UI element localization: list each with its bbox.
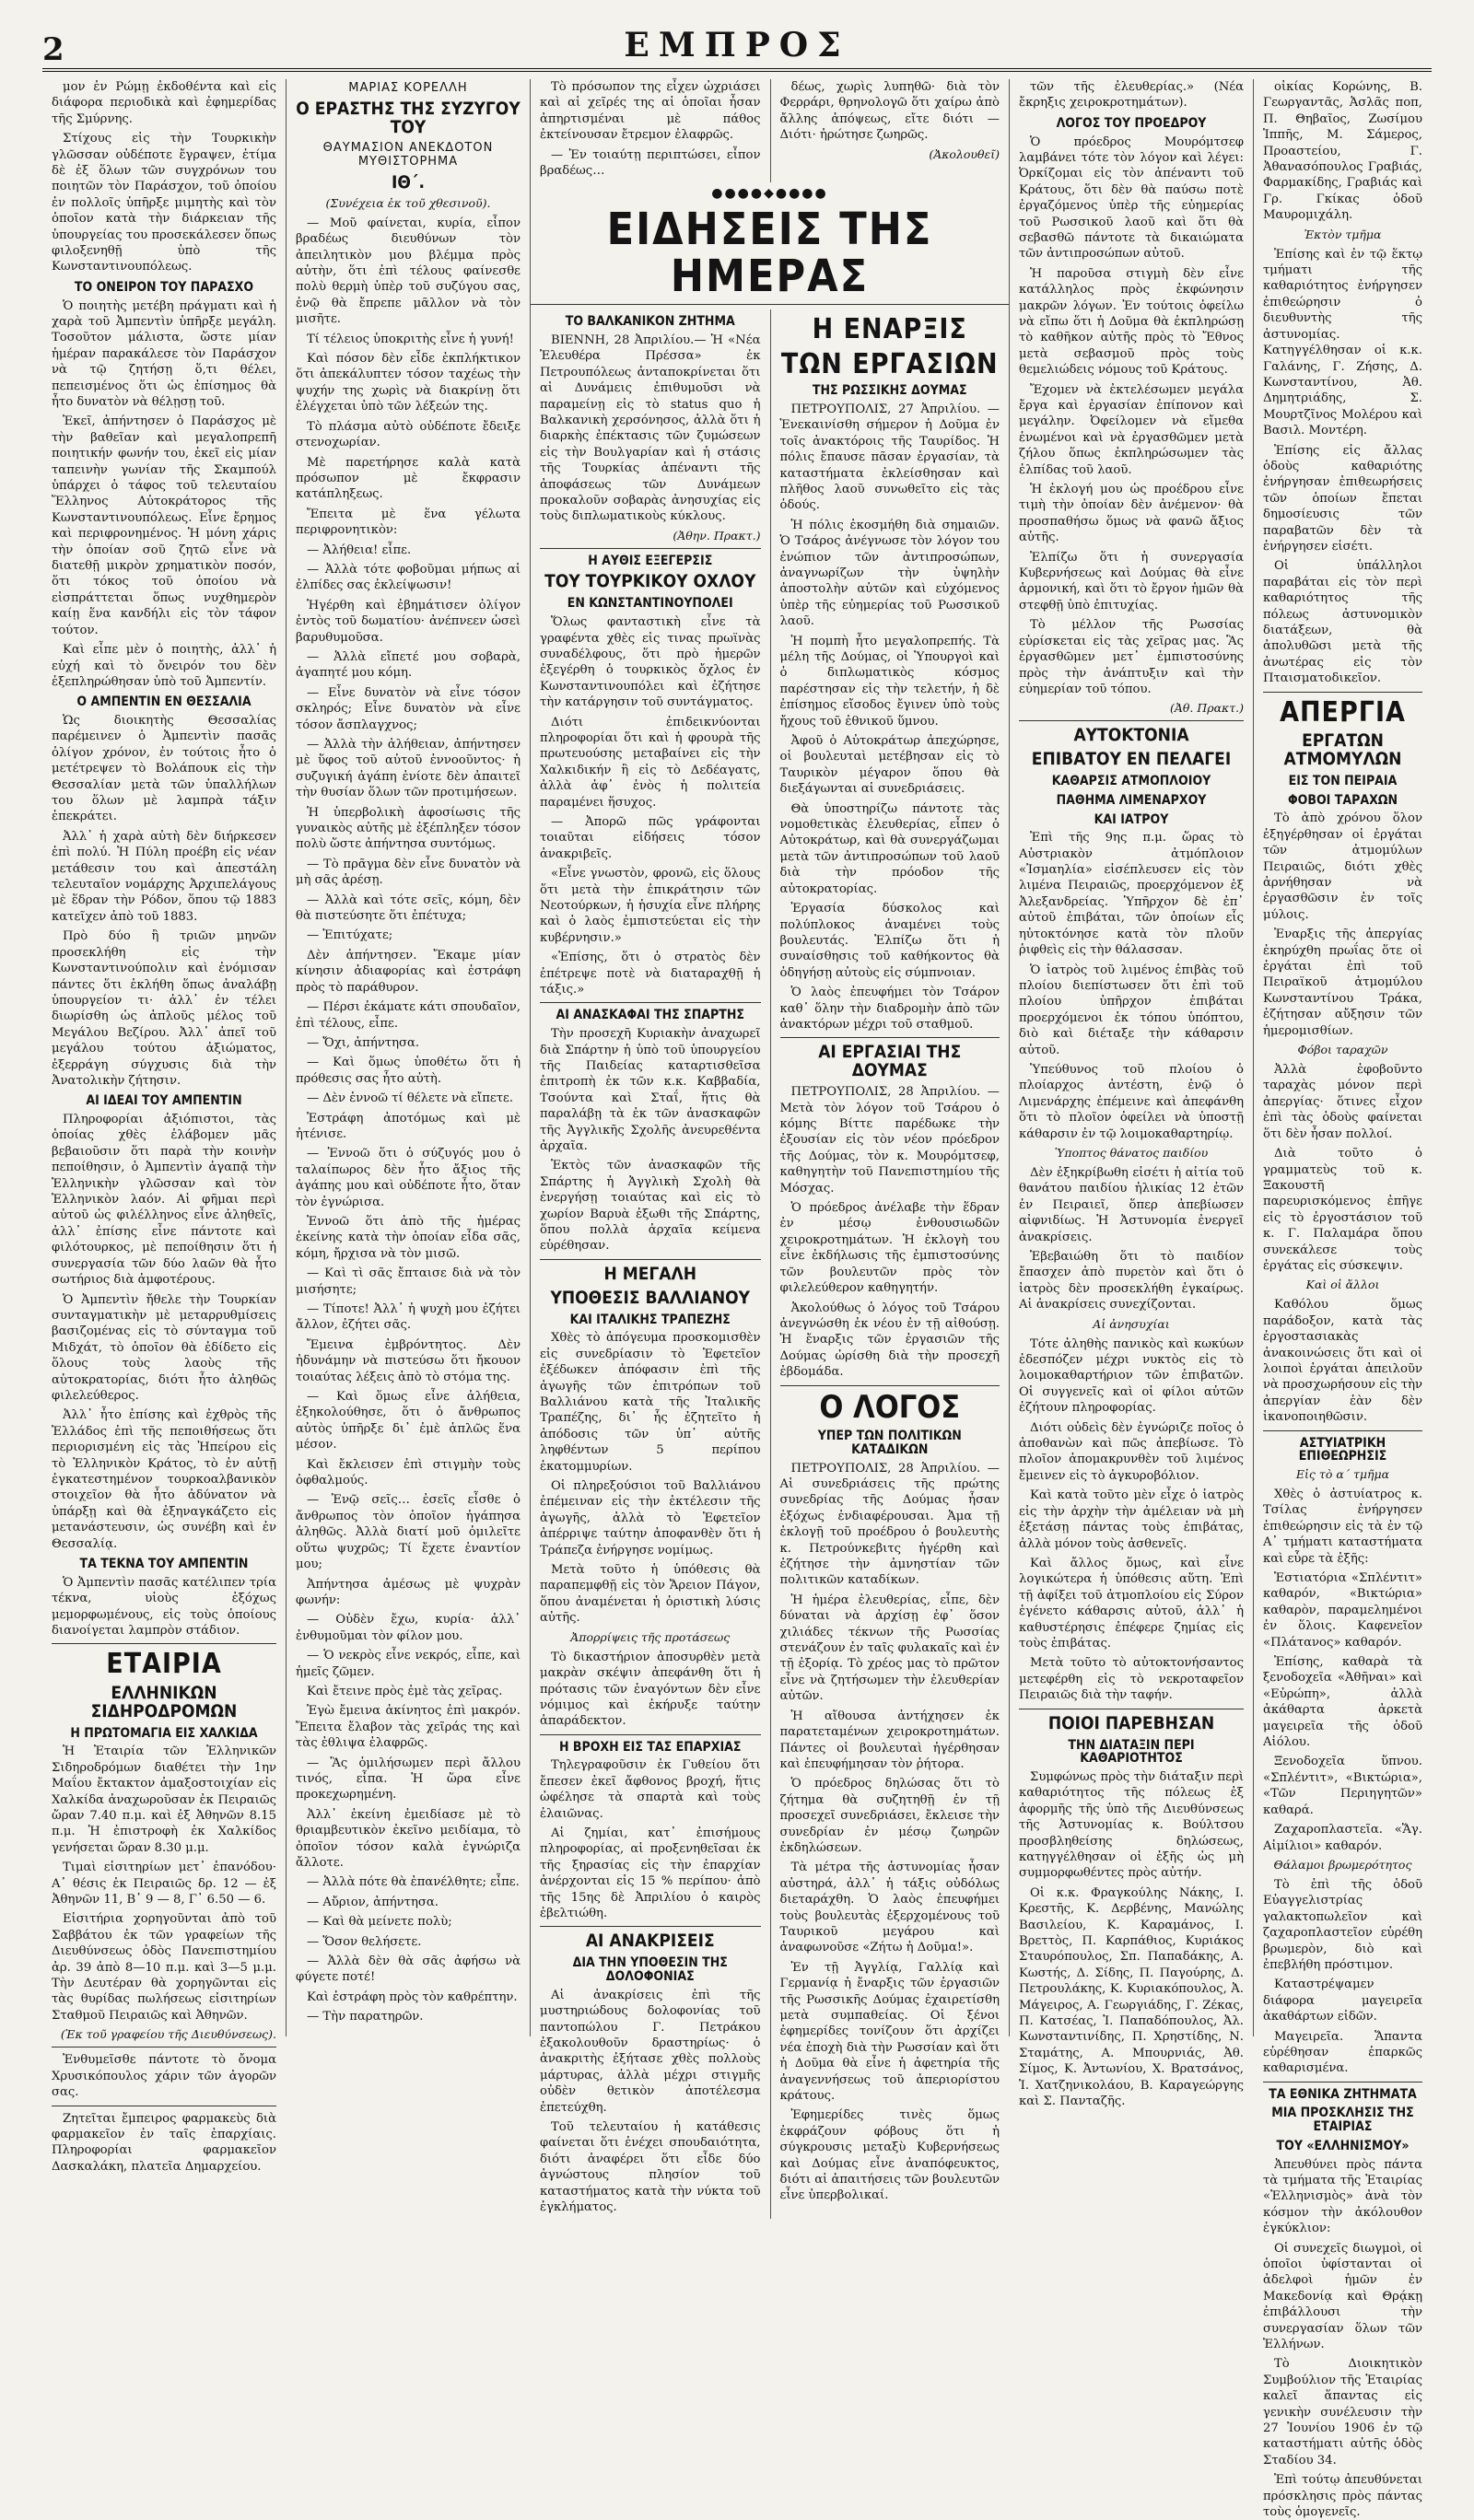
section-heading: ΕΝ ΚΩΝΣΤΑΝΤΙΝΟΥΠΟΛΕΙ <box>567 596 733 612</box>
section-heading: Η ΕΝΑΡΞΙΣ <box>812 313 967 346</box>
paragraph: — Αὔριον, ἀπήντησα. <box>307 1895 439 1909</box>
ad-heading: Η ΠΡΩΤΟΜΑΓΙΑ ΕΙΣ ΧΑΛΚΙΔΑ <box>70 1725 258 1741</box>
paragraph: Χθὲς ὁ ἀστυίατρος κ. Τσίλας ἐνήργησεν ἐπιθεώρησιν εἰς τὰ ἐν τῷ Α᾿ τμήματι καταστήματα καὶ εὗρε τὰ ἑξῆς: <box>1263 1487 1422 1566</box>
divider <box>540 1259 761 1260</box>
column-5 <box>1254 79 1432 2520</box>
paragraph: Τοῦ τελευταίου ἡ κατάθεσις φαίνεται ὅτι ἐνέχει σπουδαιότητα, διότι ἀναφέρει ὅτι εἶδε δύο ἀγνώστους πλησίον τοῦ καταστήματος κατὰ τὴν νύκτα τοῦ ἐγκλήματος. <box>540 2120 761 2215</box>
paragraph: Ἐπὶ τούτῳ ἀπευθύνεται πρόσκλησις πρὸς πάντας τοὺς ὁμογενεῖς. <box>1263 2473 1422 2520</box>
divider <box>531 304 1009 305</box>
paragraph: Ὁ Ἀμπεντὶν ἤθελε τὴν Τουρκίαν συνταγματικὴν μὲ μεταρρυθμίσεις βασιζομένας εἰς τὸ σύνταγμα τοῦ Μιδχάτ, τὸ ὁποῖον θὰ ἐδίδετο εἰς ὅλους τοὺς λαοὺς τῆς αὐτοκρατορίας, διότι ἦτο ἀληθῶς φιλελεύθερος. <box>52 1292 276 1403</box>
paragraph: Ἡ ἐκλογή μου ὡς προέδρου εἶνε τιμὴ τὴν ὁποίαν δὲν ἀνέμενον· θὰ προσπαθήσω ὅμως νὰ φανῶ ἄξιος αὐτῆς. <box>1019 483 1244 545</box>
paragraph: Ἀλλ᾿ ἡ χαρὰ αὐτὴ δὲν διήρκεσεν ἐπὶ πολύ. Ἡ Πύλη προέβη εἰς νέαν μετάθεσιν του καὶ ἀπεστάλη τελευταῖον νομάρχης Ἀρχιπελάγους μὲ ἕδραν τὴν Ρόδον, ὅπου τῷ 1883 κατεῖχεν ἀπὸ τοῦ 1883. <box>52 829 276 924</box>
paragraph: Καὶ ἔκλεισεν ἐπὶ στιγμὴν τοὺς ὀφθαλμούς. <box>296 1457 521 1488</box>
paragraph: — Ἀλλὰ καὶ τότε σεῖς, κόμη, δὲν θὰ πιστεύσητε ὅτι ἐπέτυχα; <box>296 892 521 924</box>
paragraph: — Ἀλλὰ δὲν θὰ σᾶς ἀφήσω νὰ φύγετε ποτέ! <box>296 1954 521 1985</box>
section-heading: ΚΑΙ ΙΑΤΡΟΥ <box>1094 811 1169 827</box>
section-heading: ΤΟΥ ΤΟΥΡΚΙΚΟΥ ΟΧΛΟΥ <box>544 571 756 592</box>
subheading: Θάλαμοι βρωμερότητος <box>1273 1857 1412 1872</box>
paragraph: — Ἐπιτύχατε; <box>307 928 393 943</box>
paragraph: Ἐλπίζω ὅτι ἡ συνεργασία Κυβερνήσεως καὶ Δούμας θὰ εἶνε ἁρμονική, καὶ ὅτι τὸ ἔργον ἡμῶν θὰ στεφθῇ ὑπὸ ἐπιτυχίας. <box>1019 550 1244 612</box>
column-4 <box>1010 79 1254 2108</box>
paragraph: Ἡ Ἑταιρία τῶν Ἑλληνικῶν Σιδηροδρόμων διαθέτει τὴν 1ην Μαΐου ἔκτακτον ἀμαξοστοιχίαν εἰς Χαλκίδα ἀναχωροῦσαν ἐκ Πειραιῶς ὥραν 7.40 π.μ. καὶ ἐξ Ἀθηνῶν 8.15 π.μ. Ἡ ἐπιστροφὴ ἐκ Χαλκίδος γενήσεται ὥραν 8.30 μ.μ. <box>52 1744 276 1855</box>
paragraph: Διὰ τοῦτο ὁ γραμματεὺς τοῦ κ. Ξακουστῆ παρευρισκόμενος ἐπῆγε εἰς τὸ ἐργοστάσιον τοῦ κ. Γ. Παλαμάρα ὅπου συνεκάλεσε τοὺς ἐργάτας εἰς σύσκεψιν. <box>1263 1147 1422 1273</box>
section-heading: ΕΙΣ ΤΟΝ ΠΕΙΡΑΙΑ <box>1288 774 1398 788</box>
section-heading: ΑΠΕΡΓΙΑ <box>1280 695 1406 729</box>
paragraph: Ἐπίσης καὶ ἐν τῷ ἕκτῳ τμήματι τῆς καθαριότητος ἐνήργησεν ἐπιθεώρησιν ὁ διευθυντὴς τῆς ἀστυνομίας. Κατηγγέλθησαν οἱ κ.κ. Γαλάνης, Γ. Ζήσης, Δ. Κωνσταντίνου, Ἀθ. Δημητριάδης, Σ. Μουρτζῖνος Μολέρου καὶ Βασιλ. Μοντέρη. <box>1263 247 1422 438</box>
paragraph: Ζητεῖται ἔμπειρος φαρμακεὺς διὰ φαρμακεῖον ἐν ταῖς ἐπαρχίαις. Πληροφορίαι φαρμακεῖον Δασκαλάκη, πλατεῖα Δημαρχείου. <box>52 2111 276 2174</box>
section-heading: ΑΙ ΙΔΕΑΙ ΤΟΥ ΑΜΠΕΝΤΙΝ <box>86 1093 242 1109</box>
signature: (Ἀθην. Πρακτ.) <box>673 528 761 542</box>
section-heading: ΤΩΝ ΕΡΓΑΣΙΩΝ <box>780 347 999 380</box>
section-heading: ΜΙΑ ΠΡΟΣΚΛΗΣΙΣ ΤΗΣ ΕΤΑΙΡΙΑΣ <box>1271 2106 1414 2135</box>
subheading: Ἐκτὸν τμῆμα <box>1304 227 1382 241</box>
subheading: Αἱ ἀνησυχίαι <box>1093 1316 1170 1331</box>
paragraph: — Οὐδὲν ἔχω, κυρία· ἀλλ᾿ ἐνθυμοῦμαι τὸν φίλον μου. <box>296 1613 521 1643</box>
paragraph: Ὑπεύθυνος τοῦ πλοίου ὁ πλοίαρχος ἀντέστη, ἐνῷ ὁ Λιμενάρχης ἐπέμεινε καὶ ἀπεφάνθη ὅτι τὸ πλοῖον ὀφείλει νὰ ὑποστῇ κάθαρσιν ἐν τῷ λοιμοκαθαρτηρίῳ. <box>1019 1062 1244 1141</box>
paragraph: Ὁ πρόεδρος ἀνέλαβε τὴν ἕδραν ἐν μέσῳ ἐνθουσιωδῶν χειροκροτημάτων. Ἡ ἐκλογὴ του εἶνε ἐκδήλωσις τῆς ἐμπιστοσύνης τῶν βουλευτῶν πρὸς τὸν φιλελεύθερον καθηγητήν. <box>779 1201 1000 1296</box>
paragraph: — Ὅσον θελήσετε. <box>307 1934 422 1949</box>
paragraph: — Εἶνε δυνατὸν νὰ εἶνε τόσον σκληρός; Εἶνε δυνατὸν νὰ εἶνε τόσον ἄσπλαγχνος; <box>296 685 521 732</box>
masthead <box>42 26 1432 72</box>
paragraph: Καὶ ἔτεινε πρὸς ἐμὲ τὰς χεῖρας. <box>307 1684 503 1698</box>
paragraph: ΠΕΤΡΟΥΠΟΛΙΣ, 28 Ἀπριλίου. — Μετὰ τὸν λόγον τοῦ Τσάρου ὁ κόμης Βίττε παρέδωκε τὴν ἐξουσίαν εἰς τὸν νέον πρόεδρον τῆς Δούμας, τὸν κ. Μουρόμτσεφ, καθηγητὴν τοῦ Πανεπιστημίου τῆς Μόσχας. <box>779 1085 1000 1196</box>
subheading: Φόβοι ταραχῶν <box>1297 1043 1388 1057</box>
paragraph: Καὶ πόσον δὲν εἶδε ἐκπλήκτικον ὅτι ἀπεκάλυπτεν τόσον ταχέως τὴν ψυχήν της χωρὶς νὰ διακρίνῃ ὅτι ἐλέγχεται ὑπὸ τῶν λέξεών της. <box>296 352 521 414</box>
paragraph: Οἱ πληρεξούσιοι τοῦ Βαλλιάνου ἐπέμειναν εἰς τὴν ἐκτέλεσιν τῆς ἀγωγῆς, ἀλλὰ τὸ Ἐφετεῖον ἀπέρριψε ταύτην ἀποφανθὲν ὅτι ἡ Τράπεζα ἐνήργησε νομίμως. <box>540 1479 761 1558</box>
paragraph: Ἐπίσης, καθαρὰ τὰ ξενοδοχεῖα «Ἀθῆναι» καὶ «Εὐρώπη», ἀλλὰ ἀκάθαρτα ἀρκετὰ μαγειρεῖα τῆς ὁδοῦ Αἰόλου. <box>1263 1655 1422 1750</box>
paragraph: Ὁ Ἀμπεντὶν πασᾶς κατέλιπεν τρία τέκνα, υἱοὺς ἐξόχως μεμορφωμένους, εἰς τοὺς ὁποίους διανοίγεται λαμπρὸν στάδιον. <box>52 1575 276 1638</box>
paragraph: δέως, χωρὶς λυπηθῶ· διὰ τὸν Φερράρι, θρηνολογῶ ὅτι χαίρω ἀπὸ ἄλλης ἀπόψεως, εἴτε διότι — Διότι· ἠρώτησε ζωηρῶς. <box>779 80 1000 143</box>
paragraph: Μετὰ τοῦτο τὸ αὐτοκτονήσαντος μετεφέρθη εἰς τὸ νεκροταφεῖον Πειραιῶς διὰ τὴν ταφήν. <box>1019 1656 1244 1703</box>
subheading: Ὑποπτος θάνατος παιδίου <box>1054 1145 1209 1160</box>
divider <box>540 548 761 549</box>
paragraph: Τὸ δικαστήριον ἀποσυρθὲν μετὰ μακρὰν σκέψιν ἀπεφάνθη ὅτι ἡ πρότασις τῶν ἐναγόντων δὲν εἶνε νόμιμος καὶ ἐκήρυξε ταύτην ἀπαράδεκτον. <box>540 1650 761 1729</box>
paragraph: Καθόλου ὅμως παράδοξον, κατὰ τὰς ἐργοστασιακὰς ἀνακοινώσεις ὅτι καὶ οἱ λοιποὶ ἐργάται ἀπειλοῦν νὰ προσχωρήσουν εἰς τὴν ἀπεργίαν ἐὰν δὲν ἱκανοποιηθῶσιν. <box>1263 1298 1422 1425</box>
paragraph: Ζαχαροπλαστεῖα. «Ἅγ. Αἰμίλιοι» καθαρόν. <box>1263 1823 1422 1853</box>
paragraph: Ἐπὶ τῆς 9ης π.μ. ὥρας τὸ Αὐστριακὸν ἀτμόπλοιον «Ἰσμαηλία» εἰσέπλευσεν εἰς τὸν λιμένα Πειραιῶς, προερχόμενον ἐξ Ἀλεξανδρείας. Ὑπῆρχον δὲ ἐπ᾿ αὐτοῦ ἐπιβάται, τῶν ὁποίων εἷς ηὐτοκτόνησε κατὰ τὸν πλοῦν ῥιφθεὶς εἰς τὴν θάλασσαν. <box>1019 831 1244 958</box>
paragraph: — Ἐνῷ σεῖς… ἐσεῖς εἶσθε ὁ ἄνθρωπος τὸν ὁποῖον ἠγάπησα ἀληθῶς. Ἀλλὰ διατί μοῦ ὁμιλεῖτε οὕτω ψυχρῶς; Τί ἔχετε ἐναντίον μου; <box>296 1493 521 1572</box>
paragraph: Διότι οὐδεὶς δὲν ἐγνώριζε ποῖος ὁ ἀποθανὼν καὶ πῶς ἀπεβίωσε. Τὸ πλοῖον ἀπομακρυνθὲν τοῦ λιμένος ἔμεινεν εἰς τὸ ἀγκυροβόλιον. <box>1019 1420 1244 1483</box>
paragraph: Καταστρέψαμεν διάφορα μαγειρεῖα ἀκαθάρτων εἰδῶν. <box>1263 1978 1422 2024</box>
signature: (Ἀθ. Πρακτ.) <box>1169 701 1244 716</box>
paragraph: Διότι ἐπιδεικνύονται πληροφορίαι ὅτι καὶ ἡ φρουρὰ τῆς πρωτευούσης μεταβαίνει εἰς τὴν Χαλκιδικήν ἢ εἰς τὸ Δεδέαγατς, ἀλλὰ ἀφ᾿ ἑνὸς ἡ πολιτεία παραμένει ἥσυχος. <box>540 715 761 810</box>
section-heading: ΤΗΣ ΡΩΣΣΙΚΗΣ ΔΟΥΜΑΣ <box>812 383 967 399</box>
section-heading: ΛΟΓΟΣ ΤΟΥ ΠΡΟΕΔΡΟΥ <box>1056 115 1207 131</box>
paragraph: — Ἐν τοιαύτῃ περιπτώσει, εἶπον βραδέως… <box>540 147 761 179</box>
page-number: 2 <box>42 31 64 68</box>
paragraph: Στίχους εἰς τὴν Τουρκικὴν γλῶσσαν οὐδέποτε ἔγραψεν, ἐτίμα δὲ ἐξ ὅλων τῶν συγχρόνων του ποιητῶν τὸν Παράσχον, τοῦ ὁποίου ἐν πολλοῖς ὑπῆρξε μιμητὴς καὶ τὸν ὁποῖον κατὰ τὴν διάρκειαν τῆς ὑπουργείας του προσεκάλεσεν ὅπως φιλοξενηθῇ ὑπὸ τῆς Κωνσταντινουπόλεως. <box>52 132 276 274</box>
paragraph: Τότε ἀληθὴς πανικὸς καὶ κωκύων ἐδεσπόζεν μέχρι νυκτὸς εἰς τὸ λοιμοκαθαρτήριον τῶν ἐπιβατῶν. Οἱ συγγενεῖς καὶ οἱ φίλοι αὐτῶν ἐζήτουν πληροφορίας. <box>1019 1336 1244 1416</box>
serial-title: Ο ΕΡΑΣΤΗΣ ΤΗΣ ΣΥΖΥΓΟΥ ΤΟΥ <box>296 99 521 137</box>
paragraph: Χθὲς τὸ ἀπόγευμα προσκομισθὲν εἰς συνεδρίασιν τὸ Ἐφετεῖον ἐξέδωκεν ἀπόφασιν ἐπὶ τῆς ἀγωγῆς τῶν ἐπιτρόπων τοῦ Βαλλιάνου κατὰ τῆς Ἰταλικῆς Τραπέζης, δι᾿ ἧς ἐζητεῖτο ἡ ἀπόδοσις τῶν ὑπ᾿ αὐτῆς ληφθέντων 5 περίπου ἑκατομμυρίων. <box>540 1331 761 1474</box>
column-3 <box>531 79 1010 2215</box>
section-title: ΕΙΔΗΣΕΙΣ ΤΗΣ ΗΜΕΡΑΣ <box>606 204 933 302</box>
paragraph: Ἀφοῦ ὁ Αὐτοκράτωρ ἀπεχώρησε, οἱ βουλευταὶ μετέβησαν εἰς τὸ Ταυρικὸν μέγαρον ὅπου θὰ διεξάγωνται αἱ συνεδριάσεις. <box>779 734 1000 797</box>
paragraph: Πρὸ δύο ἢ τριῶν μηνῶν προσεκλήθη εἰς τὴν Κωνσταντινούπολιν καὶ ἐνόμισαν πάντες ὅτι ἐκλήθη ὅπως ἀναλάβῃ ὑπουργείον τι· ἀλλ᾿ ἐν τέλει διωρίσθη ὡς ἁπλοῦς μέλος τοῦ Μεγάλου Βεζίρου. Ἀλλ᾿ ἀπεῖ τοῦ μεγάλου τούτου ἀξιώματος, ἐξερράγη σύγχυσις διὰ τὴν Ἀνατολικὴν ζήτησιν. <box>52 929 276 1088</box>
paragraph: — Ἀλήθεια! εἶπε. <box>307 542 412 557</box>
divider <box>1019 720 1244 721</box>
paragraph: Ἡ ἡμέρα ἐλευθερίας, εἶπε, δὲν δύναται νὰ ἀρχίσῃ ἐφ᾿ ὅσον χιλιάδες τέκνων τῆς Ρωσσίας στενάζουν ἐν ταῖς φυλακαῖς καὶ ἐν τῇ ἐξορίᾳ. Τὸ χρέος μας τὸ πρῶτον εἶνε νὰ ζητήσωμεν τὴν ἐλευθερίαν αὐτῶν. <box>779 1592 1000 1704</box>
paragraph: Ἠγέρθη καὶ ἐβημάτισεν ὀλίγον ἐντὸς τοῦ δωματίου· ἀνέπνεεν ὡσεὶ βαρυθυμοῦσα. <box>296 598 521 645</box>
paragraph: Ἡ πόλις ἐκοσμήθη διὰ σημαιῶν. Ὁ Τσάρος ἀνέγνωσε τὸν λόγον του ἐνώπιον τῶν ἀντιπροσώπων, ἀναγνωρίζων τὴν ὑψηλὴν ἀποστολὴν αὐτῶν καὶ εὐχόμενος ὑπὲρ τῆς εὐημερίας τοῦ Ρωσσικοῦ λαοῦ. <box>779 518 1000 629</box>
paragraph: Μαγειρεῖα. Ἅπαντα εὑρέθησαν ἐπαρκῶς καθαρισμένα. <box>1263 2029 1422 2076</box>
paragraph: Αἱ ζημίαι, κατ᾿ ἐπισήμους πληροφορίας, αἱ προξενηθεῖσαι ἐκ τῆς ξηρασίας εἰς τὴν ἐπαρχίαν ἀνέρχονται εἰς 15 % περίπου· ἀπὸ τῆς 15ης δὲ Ἀπριλίου ὁ καιρὸς ἐβελτιώθη. <box>540 1826 761 1921</box>
section-heading: Η ΑΥΘΙΣ ΕΞΕΓΕΡΣΙΣ <box>588 553 713 568</box>
section-heading: ΦΟΒΟΙ ΤΑΡΑΧΩΝ <box>1287 792 1398 808</box>
paragraph: ΠΕΤΡΟΥΠΟΛΙΣ, 27 Ἀπριλίου. — Ἐνεκαινίσθη σήμερον ἡ Δοῦμα ἐν τοῖς ἀνακτόροις τῆς Ταυρίδος. Ἡ πόλις ἔπαυσε πᾶσαν ἐργασίαν, τὰ καταστήματα ἐκλείσθησαν καὶ πλῆθος λαοῦ συνωθεῖτο εἰς τὰς ὁδούς. <box>779 402 1000 513</box>
paragraph: Ἡ αἴθουσα ἀντήχησεν ἐκ παρατεταμένων χειροκροτημάτων. Πάντες οἱ βουλευταὶ ἠγέρθησαν καὶ ἐπευφήμησαν τὸν ῥήτορα. <box>779 1709 1000 1771</box>
subheading: Ἀπορρίψεις τῆς προτάσεως <box>570 1629 731 1644</box>
paragraph: Τὸ πλάσμα αὐτὸ οὐδέποτε ἔδειξε στενοχωρίαν. <box>296 419 521 450</box>
paragraph: οἰκίας Κορώνης, Β. Γεωργαντᾶς, Ἀσλᾶς ποπ, Π. Θηβαῖος, Ζωσίμου Ἱππῆς, Μ. Σάμερος, Προαστείου, Γ. Ἀθανασόπουλος Γραβιάς, Φαρμακίδης, Γραβιάς καὶ Γρ. Γκίκας ὁδοῦ Μαυρομιχάλη. <box>1263 80 1422 223</box>
subcolumn <box>531 79 770 182</box>
section-heading: ΕΠΙΒΑΤΟΥ ΕΝ ΠΕΛΑΓΕΙ <box>1031 749 1232 770</box>
paragraph: — Καὶ τὶ σᾶς ἔπταισε διὰ νὰ τὸν μισήσητε; <box>296 1266 521 1297</box>
section-heading: ΠΑΘΗΜΑ ΛΙΜΕΝΑΡΧΟΥ <box>1056 792 1207 808</box>
section-heading: ΑΥΤΟΚΤΟΝΙΑ <box>1073 725 1189 746</box>
section-heading: ΔΙΑ ΤΗΝ ΥΠΟΘΕΣΙΝ ΤΗΣ ΔΟΛΟΦΟΝΙΑΣ <box>572 1955 728 1985</box>
divider <box>780 1385 1000 1386</box>
paragraph: Ὁ λαὸς ἐπευφήμει τὸν Τσάρον καθ᾿ ὅλην τὴν διαδρομὴν ἀπὸ τῶν ἀνακτόρων μέχρι τοῦ σταθμοῦ. <box>779 986 1000 1032</box>
signature: (Ἀκολουθεῖ) <box>929 146 1000 161</box>
paragraph: Τὸ μέλλον τῆς Ρωσσίας εὑρίσκεται εἰς τὰς χεῖρας μας. Ἂς ἐργασθῶμεν μετ᾿ ἐμπιστοσύνης πρὸς τὴν ἀνάπτυξιν καὶ τὴν εὐημερίαν τοῦ τόπου. <box>1019 618 1244 696</box>
paragraph: Τιμαὶ εἰσιτηρίων μετ᾿ ἐπανόδου· Α᾿ θέσις ἐκ Πειραιῶς δρ. 12 — ἐξ Ἀθηνῶν 11, Β᾿ 9 — 8, Γ᾿ 6.50 — 6. <box>52 1861 276 1908</box>
paragraph: — Τὴν παρατηρῶν. <box>307 2010 424 2024</box>
section-heading: ΤΟΥ «ΕΛΛΗΝΙΣΜΟΥ» <box>1276 2138 1410 2153</box>
ad-title: ΕΛΛΗΝΙΚΩΝ ΣΙΔΗΡΟΔΡΟΜΩΝ <box>90 1682 238 1721</box>
divider <box>1263 1430 1422 1431</box>
paragraph: Μὲ παρετήρησε καλὰ κατὰ πρόσωπον μὲ ἔκφρασιν κατάπληξεως. <box>296 455 521 502</box>
paragraph: — Ἂς ὁμιλήσωμεν περὶ ἄλλου τινός, εἶπα. Ἡ ὥρα εἶνε προκεχωρημένη. <box>296 1756 521 1802</box>
paragraph: τῶν τῆς ἐλευθερίας.» (Νέα ἔκρηξις χειροκροτημάτων). <box>1019 80 1244 111</box>
section-heading: ΥΠΟΘΕΣΙΣ ΒΑΛΛΙΑΝΟΥ <box>550 1287 751 1308</box>
paragraph: Τὴν προσεχῆ Κυριακὴν ἀναχωρεῖ διὰ Σπάρτην ἡ ὑπὸ τοῦ ὑπουργείου τῆς Παιδείας καταρτισθεῖσα ἐπιτροπὴ ἐκ τῶν κ.κ. Καββαδία, Τσούντα καὶ Σταΐ, ἥτις θὰ παραλάβῃ τὰ ἐκ τῶν ἀνασκαφῶν τῆς Ἀγγλικῆς Σχολῆς ἀνευρεθέντα ἀρχαῖα. <box>540 1027 761 1153</box>
paragraph: Ἔχομεν νὰ ἐκτελέσωμεν μεγάλα ἔργα καὶ ἐργασίαν ἐπίπονον καὶ μεγάλην. Ὀφείλομεν νὰ εἴμεθα ἑνωμένοι καὶ νὰ ἐργασθῶμεν μετὰ ζήλου ὅπως ἐκπληρώσωμεν τὰς ἐλπίδας τοῦ λαοῦ. <box>1019 382 1244 477</box>
section-heading: ΥΠΕΡ ΤΩΝ ΠΟΛΙΤΙΚΩΝ ΚΑΤΑΔΙΚΩΝ <box>817 1429 962 1457</box>
subheading: Εἰς τὸ α´ τμῆμα <box>1295 1466 1390 1481</box>
paragraph: Ἐν τῇ Ἀγγλίᾳ, Γαλλίᾳ καὶ Γερμανίᾳ ἡ ἔναρξις τῶν ἐργασιῶν τῆς Ρωσσικῆς Δούμας ἐχαιρετίσθη μετὰ συμπαθείας. Οἱ ξένοι ἐφημερίδες τονίζουν ὅτι ἀρχίζει νέα ἐποχὴ διὰ τὴν Ρωσσίαν καὶ ὅτι ἡ Δοῦμα θὰ εἶνε ἡ ἀφετηρία τῆς ἀναγεννήσεως τοῦ ἀπεριορίστου κράτους. <box>779 1960 1000 2104</box>
paragraph: — Τίποτε! Ἀλλ᾿ ἡ ψυχὴ μου ἐζήτει ἄλλον, ἐζήτει σᾶς. <box>296 1302 521 1333</box>
subcolumn <box>770 309 1010 2219</box>
paragraph: — Καὶ ὅμως ὑποθέτω ὅτι ἡ πρόθεσις σας ἦτο αὐτὴ. <box>296 1056 521 1086</box>
paragraph: Πληροφορίαι ἀξιόπιστοι, τὰς ὁποίας χθὲς ἐλάβομεν μᾶς βεβαιοῦσιν ὅτι παρὰ τὴν κοινὴν πεποίθησιν, ὁ Ἀμπεντὶν ἀγαπᾷ τὴν Ἑλληνικὴν γλῶσσαν καὶ τὸν Ἑλληνικὸν λαόν. Αἱ φῆμαι περὶ αὐτοῦ ὡς φιλέλληνος εἶνε ἀληθεῖς, ἀλλ᾿ ἐπίσης εἶνε πάντοτε καὶ φιλότουρκος, μὲ πεποίθησιν ὅτι ἡ συνεργασία τῶν δύο λαῶν θὰ ἦτο σωτήριος διὰ ἀμφοτέρους. <box>52 1113 276 1288</box>
paragraph: Τηλεγραφοῦσιν ἐκ Γυθείου ὅτι ἔπεσεν ἐκεῖ ἄφθονος βροχή, ἥτις ὠφέλησε τὰ σπαρτὰ καὶ τοὺς ἐλαιῶνας. <box>540 1758 761 1821</box>
paragraph: Τὸ ἀπὸ χρόνου ὅλον ἐξηγέρθησαν οἱ ἐργάται τῶν ἀτμομύλων Πειραιῶς, διότι χθὲς ἀρνήθησαν νὰ ἐργασθῶσιν ἐν τοῖς μύλοις. <box>1263 811 1422 922</box>
paragraph: Ἐναρξις τῆς ἀπεργίας ἐκηρύχθη πρωΐας ὅτε οἱ ἐργάται ἐπὶ τοῦ Πειραϊκοῦ ἀτμομύλου Κωνσταντίνου Τράκα, ἐζήτησαν αὔξησιν τῶν ἡμερομισθίων. <box>1263 928 1422 1038</box>
section-heading: ΕΡΓΑΤΩΝ ΑΤΜΟΜΥΛΩΝ <box>1283 730 1402 770</box>
paragraph: Αἱ ἀνακρίσεις ἐπὶ τῆς μυστηριώδους δολοφονίας τοῦ παντοπώλου Γ. Πετράκου ἐξακολουθοῦν δραστηρίως· ὁ ἀνακριτὴς ἐξήτασε χθὲς πολλοὺς μάρτυρας, ἀλλὰ μέχρι στιγμῆς οὐδὲν θετικὸν ἀποτέλεσμα ἐπετεύχθη. <box>540 1988 761 2115</box>
paragraph: Ἀπήντησα ἀμέσως μὲ ψυχρὰν φωνήν: <box>296 1577 521 1607</box>
paragraph: — Ὄχι, ἀπήντησα. <box>307 1035 420 1050</box>
paragraph: Ἀλλ᾿ ἐκείνη ἐμειδίασε μὲ τὸ θριαμβευτικὸν ἐκεῖνο μειδίαμα, τὸ ὁποῖον τόσον καλὰ ἐγνώριζα ἄλλοτε. <box>296 1807 521 1870</box>
section-heading: ΚΑΙ ΙΤΑΛΙΚΗΣ ΤΡΑΠΕΖΗΣ <box>569 1312 731 1327</box>
section-heading: ΑΙ ΕΡΓΑΣΙΑΙ ΤΗΣ ΔΟΥΜΑΣ <box>818 1042 962 1081</box>
paragraph: Τὸ Διοικητικὸν Συμβούλιον τῆς Ἑταιρίας καλεῖ ἅπαντας εἰς γενικὴν συνέλευσιν τὴν 27 Ἰουνίου 1906 ἐν τῷ καταστήματι αὐτῆς ὁδὸς Σταδίου 34. <box>1263 2357 1422 2468</box>
section-heading: ΤΟ ΒΑΛΚΑΝΙΚΟΝ ΖΗΤΗΜΑ <box>565 314 735 330</box>
paragraph: Τὸ πρόσωπον της εἶχεν ὠχριάσει καὶ αἱ χεῖρές της αἱ ὁποῖαι ἦσαν ἀπηρτισμέναι μὲ πάθος ἐκτείνουσαν ἔτρεμον ἐλαφρῶς. <box>540 80 761 143</box>
paragraph: Οἱ κ.κ. Φραγκούλης Νάκης, I. Κρεστῆς, Κ. Δερβένης, Μανώλης Βασιλείου, Κ. Καραμάνος, Ι. Βρεττὸς, Π. Καρπάθιος, Κυριάκος Σταυρόπουλος, Σπ. Παπαδάκης, Α. Κωστής, Δ. Σίδης, Π. Παγούρης, Δ. Πετρουλάκης, Κ. Κυριακόπουλος, Ἀ. Μάγειρος, Α. Γεωργιάδης, Γ. Ζέκας, Π. Κατσέας, Ἰ. Παπαδόπουλος, Ἀλ. Κωνσταντινίδης, Π. Χρηστίδης, Ν. Σταμάτης, Α. Μπουρνιάς, Ἀθ. Σίμος, Κ. Ἀντωνίου, Χ. Βρατσάνος, Ἰ. Χατζηνικολάου, Β. Καραγεώργης καὶ Σ. Πανταζῆς. <box>1019 1885 1244 2108</box>
paragraph: Ὁ πρόεδρος δηλώσας ὅτι τὸ ζήτημα θὰ συζητηθῇ ἐν τῇ προσεχεῖ συνεδριάσει, ἔκλεισε τὴν συνεδρίαν ἐν μέσῳ ζωηρῶν ἐκδηλώσεων. <box>779 1777 1000 1855</box>
paragraph: Μετὰ τοῦτο ἡ ὑπόθεσις θὰ παραπεμφθῇ εἰς τὸν Ἄρειον Πάγον, ὅπου ἀναμένεται ἡ ὁριστικὴ λύσις αὐτῆς. <box>540 1563 761 1626</box>
paragraph: Ἐπίσης εἰς ἄλλας ὁδοὺς καθαριότης ἐνήργησαν ἐπιθεωρήσεις τῶν ὁποίων ἔπεται δημοσίευσις τῶν παραβατῶν δὲν τὰ ἐνήργησεν εἰσέτι. <box>1263 443 1422 554</box>
divider <box>540 1926 761 1927</box>
paragraph: Δὲν ἐξηκρίβωθη εἰσέτι ἡ αἰτία τοῦ θανάτου παιδίου ἡλικίας 12 ἐτῶν ἐν Πειραιεῖ, ὅπερ ἀπεβίωσεν αἰφνιδίως. Ἡ Ἀστυνομία ἐνεργεῖ ἀνακρίσεις. <box>1019 1165 1244 1244</box>
section-heading: Η ΒΡΟΧΗ ΕΙΣ ΤΑΣ ΕΠΑΡΧΙΑΣ <box>558 1739 742 1755</box>
paragraph: Τὸ ἐπὶ τῆς ὁδοῦ Εὐαγγελιστρίας γαλακτοπωλεῖον καὶ ζαχαροπλαστεῖον εὑρέθη βρωμερὸν, διὸ καὶ ἐπεβλήθη πρόστιμον. <box>1263 1877 1422 1972</box>
paragraph: ΠΕΤΡΟΥΠΟΛΙΣ, 28 Ἀπριλίου. — Αἱ συνεδριάσεις τῆς πρώτης συνεδρίας τῆς Δούμας ἦσαν ἐξόχως ἐνδιαφέρουσαι. Ἀμα τῇ ἐκλογῇ τοῦ προέδρου ὁ βουλευτὴς κ. Πετρούνκεβιτς ἠγέρθη καὶ ἐζήτησε τὴν ἀμνηστίαν τῶν πολιτικῶν καταδίκων. <box>779 1461 1000 1588</box>
paragraph: Ἐβεβαιώθη ὅτι τὸ παιδίον ἔπασχεν ἀπὸ πυρετὸν καὶ ὅτι ὁ ἰατρὸς δὲν προσεκλήθη ἐγκαίρως. Αἱ ἀνακρίσεις συνεχίζονται. <box>1019 1250 1244 1312</box>
paragraph: Δὲν ἀπήντησεν. Ἔκαμε μίαν κίνησιν ἀδιαφορίας καὶ ἐστράφη πρὸς τὸ παράθυρον. <box>296 948 521 995</box>
ad-title: ΕΤΑΙΡΙΑ <box>106 1648 222 1681</box>
paragraph: Ἐργασία δύσκολος καὶ πολύπλοκος ἀναμένει τοὺς βουλευτάς. Ἐλπίζω ὅτι ἡ συναίσθησις τοῦ καθήκοντος θὰ ὁδηγήσῃ αὐτοὺς εἰς σύμπνοιαν. <box>779 902 1000 980</box>
paragraph: — Καὶ θὰ μείνετε πολὺ; <box>307 1915 452 1930</box>
section-heading: ΤΗΝ ΔΙΑΤΑΞΙΝ ΠΕΡΙ ΚΑΘΑΡΙΟΤΗΤΟΣ <box>1068 1737 1195 1767</box>
paragraph: Ἐφημερίδες τινὲς ὅμως ἐκφράζουν φόβους ὅτι ἡ σύγκρουσις μεταξὺ Κυβερνήσεως καὶ Δούμας εἶνε ἀναπόφευκτος, διότι αἱ ἀπαιτήσεις τῶν βουλευτῶν εἶνε ὑπερβολικαί. <box>779 2108 1000 2203</box>
paragraph: Ἡ πομπὴ ἦτο μεγαλοπρεπής. Τὰ μέλη τῆς Δούμας, οἱ Ὑπουργοὶ καὶ ὁ διπλωματικὸς κόσμος παρέστησαν εἰς τὴν τελετήν, ἡ δὲ ἐπίσημος εἴσοδος ἔγινεν ὑπὸ τοὺς ἤχους τοῦ ἐθνικοῦ ὕμνου. <box>779 634 1000 729</box>
paragraph: Ὅλως φανταστικὴ εἶνε τὰ γραφέντα χθὲς εἰς τινας πρωϊνὰς συναδέλφους, ὅτι πρὸ ἡμερῶν ἐξεγέρθη ὁ τουρκικὸς ὄχλος ἐν Κωνσταντινουπόλει καὶ ἐζήτησε τὴν κατάργησιν τοῦ συντάγματος. <box>540 615 761 710</box>
subcolumn <box>770 79 1010 182</box>
signature: (Ἐκ τοῦ γραφείου τῆς Διευθύνσεως). <box>60 2027 276 2042</box>
top-continuation <box>531 79 1009 182</box>
paragraph: Οἱ συνεχεῖς διωγμοὶ, οἱ ὁποῖοι ὑφίστανται οἱ ἀδελφοὶ ἡμῶν ἐν Μακεδονίᾳ καὶ Θρᾴκῃ ἐπιβάλλουσι τὴν συνεργασίαν ὅλων τῶν Ἑλλήνων. <box>1263 2241 1422 2351</box>
divider <box>1263 692 1422 693</box>
paragraph: Συμφώνως πρὸς τὴν διάταξιν περὶ καθαριότητος τῆς πόλεως ἐξ ἀφορμῆς τῆς ὑπὸ τῆς Διευθύνσεως τῆς Ἀστυνομίας κ. Βούλτσου προσβληθείσης δηλώσεως, κατηγγέλθησαν οἱ ἑξῆς ὡς μὴ συμμορφωθέντες πρὸς αὐτήν. <box>1019 1769 1244 1881</box>
section-heading: Ο ΛΟΓΟΣ <box>819 1388 961 1426</box>
paragraph: μον ἐν Ρώμῃ ἐκδοθέντα καὶ εἰς διάφορα περιοδικὰ καὶ ἐφημερίδας τῆς Σμύρνης. <box>52 80 276 126</box>
divider <box>540 1002 761 1003</box>
paragraph: — Πέρσι ἐκάματε κάτι σπουδαῖον, ἐπὶ τέλους, εἶπε. <box>296 1000 521 1031</box>
column-1 <box>42 79 287 2174</box>
paragraph: Ἡ παροῦσα στιγμὴ δὲν εἶνε κατάλληλος πρὸς ἐκφώνησιν μακρῶν λόγων. Ἐν τούτοις ὀφείλω νὰ εἴπω ὅτι ἡ Δοῦμα θὰ ἐκπληρώσῃ τὸ καθῆκον αὐτῆς πρὸς τὸ Ἔθνος μετὰ σεβασμοῦ πρὸς τοὺς θεμελιώδεις νόμους τοῦ Κράτους. <box>1019 266 1244 378</box>
paragraph: Καὶ εἶπε μὲν ὁ ποιητὴς, ἀλλ᾿ ἡ εὐχή καὶ τὸ ὄνειρόν του δὲν ἐξεπληρώθησαν ὑπὸ τοῦ Ἀμπεντίν. <box>52 643 276 689</box>
paragraph: «Εἶνε γνωστὸν, φρονῶ, εἰς ὅλους ὅτι μετὰ τὴν ἐπικράτησιν τῶν Νεοτούρκων, ἡ ἡσυχία εἶνε πλήρης καὶ ὁ λαὸς ἐμπιστεύεται εἰς τὴν κυβέρνησιν.» <box>540 867 761 945</box>
paragraph: Ὁ πρόεδρος Μουρόμτσεφ λαμβάνει τότε τὸν λόγον καὶ λέγει: Ὀρκίζομαι εἰς τὸν ἀπέναντι τοῦ Κράτους, ὅτι δὲν θὰ παύσω ποτὲ ἐργαζόμενος ὑπὲρ τῆς εὐημερίας τοῦ Ρωσσικοῦ λαοῦ καὶ ὅτι θὰ σεβασθῶ πάντοτε τὰ δικαιώματα τῶν ἀντιπροσώπων αὐτοῦ. <box>1019 134 1244 262</box>
paragraph: ΒΙΕΝΝΗ, 28 Ἀπριλίου.— Ἡ «Νέα Ἐλευθέρα Πρέσσα» ἐκ Πετρουπόλεως ἀνταποκρίνεται ὅτι αἱ Δυνάμεις ἐπιθυμοῦσι νὰ παραμείνῃ εἰς τὸ status quo ἡ Βαλκανικὴ χερσόνησος, ἀλλὰ ὅτι ἡ διαρκὴς ἐπέκτασις τῶν ζυμώσεων εἰς τὴν Βουλγαρίαν καὶ ἡ στάσις τῆς Τουρκίας ἀπέναντι τῆς ἀποφάσεως τῶν Δυνάμεων προκαλοῦν σοβαρὰς ἀνησυχίας εἰς τοὺς διπλωματικοὺς κύκλους. <box>540 332 761 524</box>
paragraph: — Μοῦ φαίνεται, κυρία, εἶπον βραδέως διευθύνων τὸν ἀπειλητικὸν μου βλέμμα πρὸς αὐτὴν, ὅτι ἐπὶ τέλους φαίνεσθε πολὺ θερμὴ ὑπὲρ τοῦ συζύγου σας, ἐνῷ θὰ ἔπρεπε μᾶλλον νὰ τὸν μισῆτε. <box>296 216 521 327</box>
divider <box>52 2047 276 2048</box>
paragraph: Ἐκεῖ, ἀπήντησεν ὁ Παράσχος μὲ τὴν βαθεῖαν καὶ μεγαλοπρεπῆ ποιητικήν φωνήν του, ἐκεῖ εἰς μίαν ταπεινὴν γωνίαν τῆς Σκαμπούλ ὑπάρχει ὁ τάφος τοῦ τελευταίου Ἕλληνος Αὐτοκράτορος τῆς Κωνσταντινουπόλεως. Εἶνε ἔρημος καὶ περιφρονημένος. Ἡ μόνη χάρις τὴν ὁποίαν σοῦ ζητῶ εἶνε νὰ διατεθῇ μικρὸν χρηματικὸν ποσόν, ὅτι τόκος τοῦ ὁποίου νὰ εἰσπράττεται ὅπως νυχθημερὸν καίῃ ἕνα κανδήλι εἰς τὸν τάφον τούτον. <box>52 414 276 637</box>
section-heading: ΤΟ ΟΝΕΙΡΟΝ ΤΟΥ ΠΑΡΑΣΧΟ <box>74 279 254 295</box>
paper-title: ΕΜΠΡΟΣ <box>624 26 850 64</box>
paragraph: — Ἀλλὰ τότε φοβοῦμαι μήπως αἱ ἐλπίδες σας ἐκλείψωσιν! <box>296 562 521 593</box>
serial-part: ΙΘ´. <box>392 171 425 192</box>
paragraph: Ὁ ποιητὴς μετέβη πράγματι καὶ ἡ χαρὰ τοῦ Ἀμπεντὶν ὑπῆρξε μεγάλη. Τοσοῦτον μάλιστα, ὥστε μίαν ἡμέραν παρακάλεσε τὸν Παράσχον νὰ τῷ ζητήσῃ ὅ,τι θέλει, πεπεισμένος ὅτι ὡς ἐπίσημος θὰ ἦτο δυνατὸν νὰ θέλῃσῃ τοῦ. <box>52 298 276 409</box>
paragraph: Ὡς διοικητὴς Θεσσαλίας παρέμεινεν ὁ Ἀμπεντὶν πασᾶς ὀλίγον χρόνον, ἐν τούτοις ἦτο ὁ μετέτρεψεν τὸ Βολάπουκ εἰς τὴν Θεσσαλίαν μετὰ τῶν ὑπαλλήλων του ὅλων μὲ λαμπρὰ τάξιν ἐπεκράτει. <box>52 714 276 824</box>
paragraph: Ὁ ἰατρὸς τοῦ λιμένος ἐπιβὰς τοῦ πλοίου διεπίστωσεν ὅτι ἐπὶ τοῦ πλοίου ὑπῆρχον ἐπιβάται προερχόμενοι ἐκ τόπου ὑπόπτου, διὸ καὶ διέταξε τὴν κάθαρσιν αὐτοῦ. <box>1019 962 1244 1057</box>
paragraph: Ἀλλ᾿ ἦτο ἐπίσης καὶ ἐχθρὸς τῆς Ἑλλάδος ἐπὶ τῆς πεποιθήσεως ὅτι περιορισμένη εἰς τὰς Ἡπείρου εἰς τὸ Ἑλληνικὸν Κράτος, τὸ ἐν αὐτῇ ἐγκατεστημένον τουρκοαλβανικὸν στοιχεῖον θὰ ἦτο ἀδύνατον νὰ ὑπάρξῃ καὶ θὰ ἐξηναγκάζετο εἰς μετανάστευσιν, ὡς συνέβη καὶ ἐν Θεσσαλίᾳ. <box>52 1408 276 1551</box>
paragraph: Ἀπευθύνει πρὸς πάντα τὰ τμήματα τῆς Ἑταιρίας «Ἑλληνισμὸς» ἀνὰ τὸν κόσμον τὴν ἀκόλουθον ἐγκύκλιον: <box>1263 2157 1422 2236</box>
section-heading: ΑΣΤΥΙΑΤΡΙΚΗ ΕΠΙΘΕΩΡΗΣΙΣ <box>1298 1435 1387 1464</box>
divider <box>540 1734 761 1735</box>
column-2 <box>287 79 531 2036</box>
continued-note: (Συνέχεια ἐκ τοῦ χθεσινοῦ). <box>325 195 491 210</box>
paragraph: — Ἀλλὰ τὴν ἀλήθειαν, ἀπήντησεν μὲ ὕφος τοῦ αὐτοῦ ἐννοοῦντος· ἡ συζυγική ἀγάπη ἐνίοτε δὲν ἀπαιτεῖ τὴν θυσίαν ὅλων τῶν προτιμήσεων. <box>296 738 521 800</box>
divider <box>52 1643 276 1644</box>
paragraph: Ἐκτὸς τῶν ἀνασκαφῶν τῆς Σπάρτης ἡ Ἀγγλικὴ Σχολὴ θὰ ἐνεργήσῃ τοιαύτας καὶ εἰς τὸ χωρίον Βαρυὰ ἐξωθι τῆς Σπάρτης, ὅπου πολλὰ ἀρχαῖα κείμενα εὑρέθησαν. <box>540 1159 761 1254</box>
paragraph: Ἡ ὑπερβολικὴ ἀφοσίωσις τῆς γυναικὸς αὐτῆς μὲ ἐξέπληξεν τόσον πολὺ ὥστε ἀπήντησα συντόμως. <box>296 805 521 852</box>
section-heading: ΚΑΘΑΡΣΙΣ ΑΤΜΟΠΛΟΙΟΥ <box>1051 774 1211 789</box>
paragraph: Τὰ μέτρα τῆς ἀστυνομίας ἦσαν αὐστηρά, ἀλλ᾿ ἡ τάξις οὐδόλως διεταράχθη. Ὁ λαὸς ἐπευφήμει τοὺς βουλευτὰς ἐξερχομένους τοῦ Ταυρικοῦ μεγάρου καὶ ἀναφωνοῦσε «Ζήτω ἡ Δοῦμα!». <box>779 1861 1000 1955</box>
section-heading: ΤΑ ΤΕΚΝΑ ΤΟΥ ΑΜΠΕΝΤΙΝ <box>79 1557 249 1571</box>
paragraph: Οἱ ὑπάλληλοι παραβάται εἰς τὸν περὶ καθαριότητος τῆς πόλεως ἀστυνομικὸν διατάξεων, θὰ ἀπολυθῶσι μετὰ τῆς ἀνωτέρας εἰς τὸν Πταισματοδικεῖον. <box>1263 559 1422 686</box>
paragraph: — Δὲν ἐννοῶ τί θέλετε νὰ εἴπετε. <box>307 1091 514 1106</box>
paragraph: Καὶ ἄλλος ὅμως, καὶ εἶνε λογικώτερα ἡ ὑπόθεσις αὕτη. Ἐπὶ τῇ ἀφίξει τοῦ ἀτμοπλοίου εἰς Σύρον ἐγένετο κάθαρσις αὐτοῦ, ἀλλ᾿ ἡ καθυστέρησις ἐπέφερε ζημίας εἰς τοὺς ἐπιβάτας. <box>1019 1556 1244 1651</box>
section-heading: Η ΜΕΓΑΛΗ <box>603 1263 697 1284</box>
paragraph: Ἀλλὰ ἐφοβοῦντο ταραχὰς μόνον περὶ ἀπεργίας· ὅτινες εἶχον ἐπὶ τὰς ὁδοὺς φαίνεται ὅτι δὲν ἦσαν πολλοί. <box>1263 1063 1422 1141</box>
section-heading: ΠΟΙΟΙ ΠΑΡΕΒΗΣΑΝ <box>1047 1712 1215 1733</box>
subcolumn <box>531 309 770 2219</box>
ornament: ●●●●◆●●●● <box>711 186 828 202</box>
paragraph: — Ἐννοῶ ὅτι ὁ σύζυγός μου ὁ ταλαίπωρος δὲν ἦτο ἄξιος τῆς ἀγάπης μου καὶ οὐδέποτε ἦτο, ὅταν τὸν ἐγνώρισα. <box>296 1147 521 1209</box>
paragraph: Ἔμεινα ἐμβρόντητος. Δὲν ἠδυνάμην νὰ πιστεύσω ὅτι ἤκουον τοιαύτας λέξεις ἀπὸ τὸ στόμα της. <box>296 1337 521 1384</box>
section-heading: ΑΙ ΑΝΑΚΡΙΣΕΙΣ <box>585 1931 715 1952</box>
news-subcolumns <box>531 309 1009 2219</box>
subheading: Καὶ οἱ ἄλλοι <box>1305 1278 1380 1292</box>
paragraph: — Ἀλλὰ εἴπετέ μου σοβαρὰ, ἀγαπητέ μου κόμη. <box>296 649 521 681</box>
paragraph: — Ὁ νεκρὸς εἶνε νεκρός, εἶπε, καὶ ἡμεῖς ζῶμεν. <box>296 1649 521 1679</box>
columns-grid <box>42 79 1432 2520</box>
paragraph: Ξενοδοχεῖα ὕπνου. «Σπλέντιτ», «Βικτώρια», «Τῶν Περιηγητῶν» καθαρά. <box>1263 1755 1422 1817</box>
paragraph: — Ἀλλὰ πότε θὰ ἐπανέλθητε; εἶπε. <box>307 1875 520 1890</box>
paragraph: Εἰσιτήρια χορηγοῦνται ἀπὸ τοῦ Σαββάτου ἐκ τῶν γραφείων τῆς Διευθύνσεως ὁδὸς Πανεπιστημίου ἀρ. 39 ἀπὸ 8—10 π.μ. καὶ 3—5 μ.μ. Τὴν Δευτέραν θὰ χορηγῶνται εἰς τὰς θυρίδας πωλήσεως εἰσιτηρίων Σταθμοῦ Πειραιῶς καὶ Ἀθηνῶν. <box>52 1912 276 2023</box>
paragraph: Ἀκολούθως ὁ λόγος τοῦ Τσάρου ἀνεγνώσθη ἐκ νέου ἐν τῇ αἰθούσῃ. Ἡ ἔναρξις τῶν ἐργασιῶν τῆς Δούμας ὡρίσθη διὰ τὴν προσεχῆ ἑβδομάδα. <box>779 1301 1000 1380</box>
paragraph: Θὰ ὑποστηρίζω πάντοτε τὰς νομοθετικὰς ἐλευθερίας, εἶπεν ὁ Αὐτοκράτωρ, καὶ θὰ συνεργάζωμαι μετὰ τῶν ἀντιπροσώπων τοῦ λαοῦ διὰ τὴν πρόοδον τῆς αὐτοκρατορίας. <box>779 801 1000 896</box>
paragraph: Ἐστιατόρια «Σπλέντιτ» καθαρόν, «Βικτώρια» καθαρὸν, παραμελημένοι ἐν ὅλοις. Καφενεῖον «Πλάτανος» καθαρόν. <box>1263 1571 1422 1650</box>
section-heading: Ο ΑΜΠΕΝΤΙΝ ΕΝ ΘΕΣΣΑΛΙΑ <box>76 694 252 710</box>
paragraph: Ἐγὼ ἔμεινα ἀκίνητος ἐπὶ μακρόν. Ἔπειτα ἔλαβον τὰς χεῖράς της καὶ τὰς ἐθλιψα ἐλαφρῶς. <box>296 1704 521 1751</box>
divider <box>780 1037 1000 1038</box>
paragraph: Ἐνθυμεῖσθε πάντοτε τὸ ὄνομα Χρυσικόπουλος χάριν τῶν ἀγορῶν σας. <box>52 2053 276 2100</box>
paragraph: Ἐννοῶ ὅτι ἀπὸ τῆς ἡμέρας ἐκείνης κατὰ τὴν ὁποίαν εἶδα σᾶς, κόμη, ἤρχισα νὰ τὸν μισῶ. <box>296 1214 521 1261</box>
paragraph: — Καὶ ὅμως εἶνε ἀλήθεια, ἐξηκολούθησε, ὅτι ὁ ἄνθρωπος αὐτὸς ὑπῆρξε δι᾿ ἐμὲ ἁπλῶς ἕνα μέσον. <box>296 1390 521 1452</box>
paragraph: Καὶ ἐστράφη πρὸς τὸν καθρέπτην. <box>307 1989 518 2004</box>
paragraph: — Ἀπορῶ πῶς γράφονται τοιαῦται εἰδήσεις τόσον ἀνακριβεῖς. <box>540 814 761 861</box>
paragraph: Καὶ κατὰ τοῦτο μὲν εἶχε ὁ ἰατρὸς εἰς τὴν ἀρχὴν τὴν ἀμέλειαν νὰ μὴ ἐξετάσῃ πάντας τοὺς ἐπιβάτας, ἀλλὰ μόνον τοὺς ἀσθενεῖς. <box>1019 1488 1244 1551</box>
paragraph: — Τὸ πρᾶγμα δὲν εἶνε δυνατὸν νὰ μὴ σᾶς ἀρέσῃ. <box>296 857 521 888</box>
section-heading: ΤΑ ΕΘΝΙΚΑ ΖΗΤΗΜΑΤΑ <box>1269 2086 1417 2102</box>
paragraph: Τί τέλειος ὑποκριτὴς εἶνε ἡ γυνή! <box>307 332 514 346</box>
paragraph: Ἔπειτα μὲ ἕνα γέλωτα περιφρονητικὸν: <box>296 507 521 538</box>
section-heading: ΑΙ ΑΝΑΣΚΑΦΑΙ ΤΗΣ ΣΠΑΡΤΗΣ <box>556 1008 744 1023</box>
serial-subtitle: ΘΑΥΜΑΣΙΟΝ ΑΝΕΚΔΟΤΟΝ ΜΥΘΙΣΤΟΡΗΜΑ <box>322 140 494 169</box>
paragraph: «Ἐπίσης, ὅτι ὁ στρατὸς δὲν ἐπέτρεψε ποτὲ νὰ διαταραχθῇ ἡ τάξις.» <box>540 951 761 998</box>
serial-author: ΜΑΡΙΑΣ ΚΟΡΕΛΛΗ <box>348 81 468 95</box>
paragraph: Ἐστράφη ἀποτόμως καὶ μὲ ἠτένισε. <box>296 1111 521 1141</box>
